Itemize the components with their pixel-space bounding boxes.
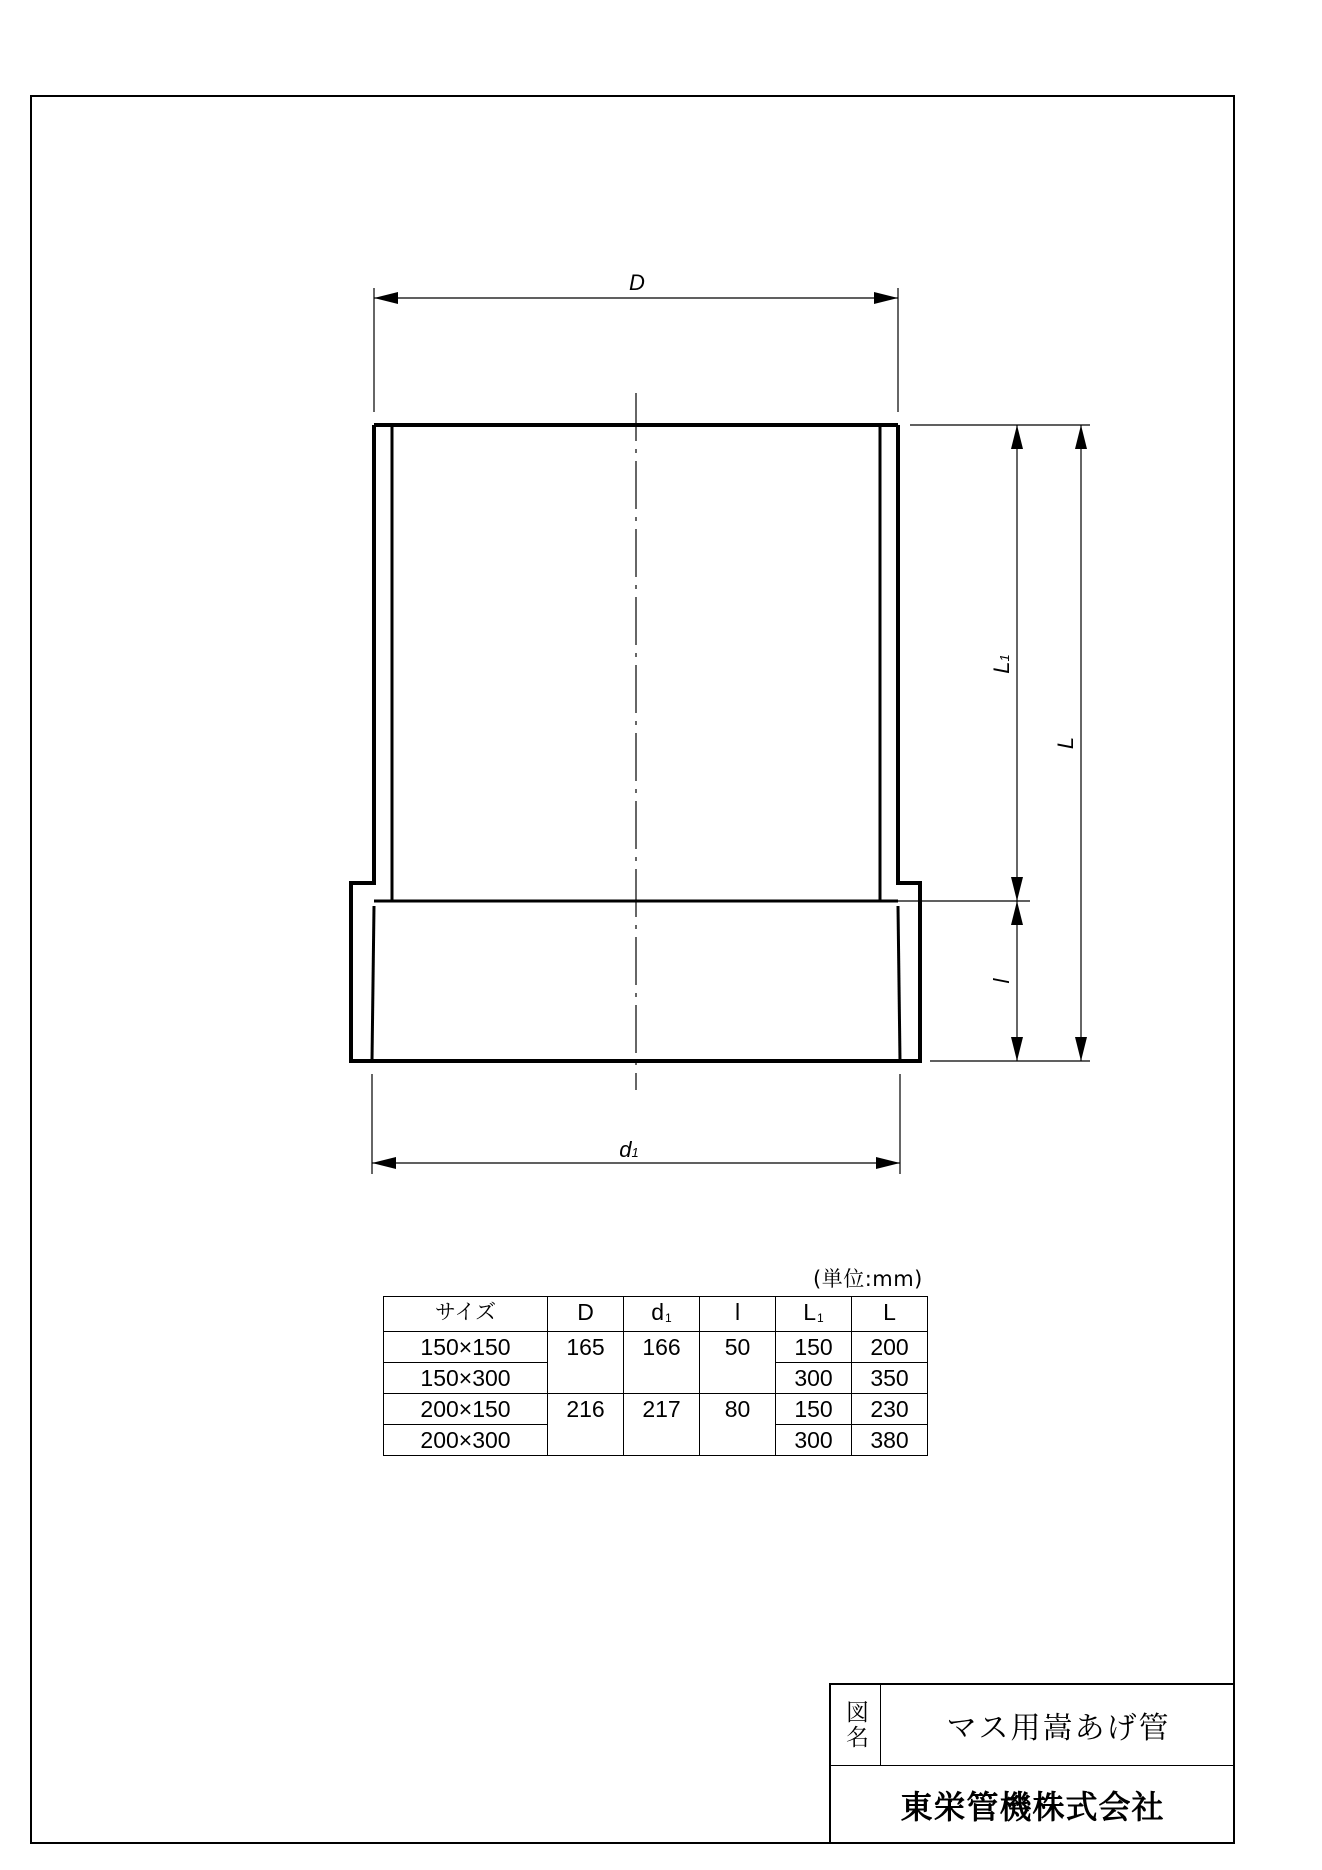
- cell-l: 80: [700, 1394, 776, 1456]
- table-row: [384, 1332, 928, 1363]
- title-block-label-cell: [831, 1685, 881, 1765]
- title-block: [829, 1683, 1234, 1843]
- cell-L: 230: [852, 1394, 928, 1425]
- header-d1: $d_1$: [624, 1297, 700, 1332]
- cell-d1: 166: [624, 1332, 700, 1394]
- cell-L1: 300: [776, 1363, 852, 1394]
- cell-D: 216: [548, 1394, 624, 1456]
- header-size: サイズ: [384, 1297, 548, 1332]
- spec-table: [383, 1296, 928, 1456]
- table-header-row: [384, 1297, 928, 1332]
- dimension-label-L: L: [1053, 736, 1078, 750]
- cell-L: 350: [852, 1363, 928, 1394]
- cell-L1: 150: [776, 1394, 852, 1425]
- dimension-label-D: D: [629, 270, 645, 295]
- dimension-label-d1: d1: [619, 1137, 639, 1162]
- company-name: 東栄管機株式会社: [900, 1787, 1165, 1826]
- unit-label: (単位:mm): [813, 1267, 923, 1291]
- dimension-label-L1: L1: [989, 654, 1014, 674]
- cell-size: 150×300: [384, 1363, 548, 1394]
- cell-size: 200×300: [384, 1425, 548, 1456]
- drawing-name: マス用嵩あげ管: [946, 1711, 1171, 1746]
- cell-size: 150×150: [384, 1332, 548, 1363]
- cell-l: 50: [700, 1332, 776, 1394]
- header-L: L: [852, 1297, 928, 1332]
- cell-L1: 300: [776, 1425, 852, 1456]
- sheet-border: [31, 96, 1234, 1843]
- dimension-label-l: l: [989, 978, 1014, 984]
- cell-D: 165: [548, 1332, 624, 1394]
- table-row: [384, 1394, 928, 1425]
- title-block-label: 図名: [842, 1700, 868, 1750]
- header-D: D: [548, 1297, 624, 1332]
- cell-size: 200×150: [384, 1394, 548, 1425]
- cell-L: 380: [852, 1425, 928, 1456]
- cell-L1: 150: [776, 1332, 852, 1363]
- cell-L: 200: [852, 1332, 928, 1363]
- cell-d1: 217: [624, 1394, 700, 1456]
- header-l: l: [700, 1297, 776, 1332]
- header-L1: $L_1$: [776, 1297, 852, 1332]
